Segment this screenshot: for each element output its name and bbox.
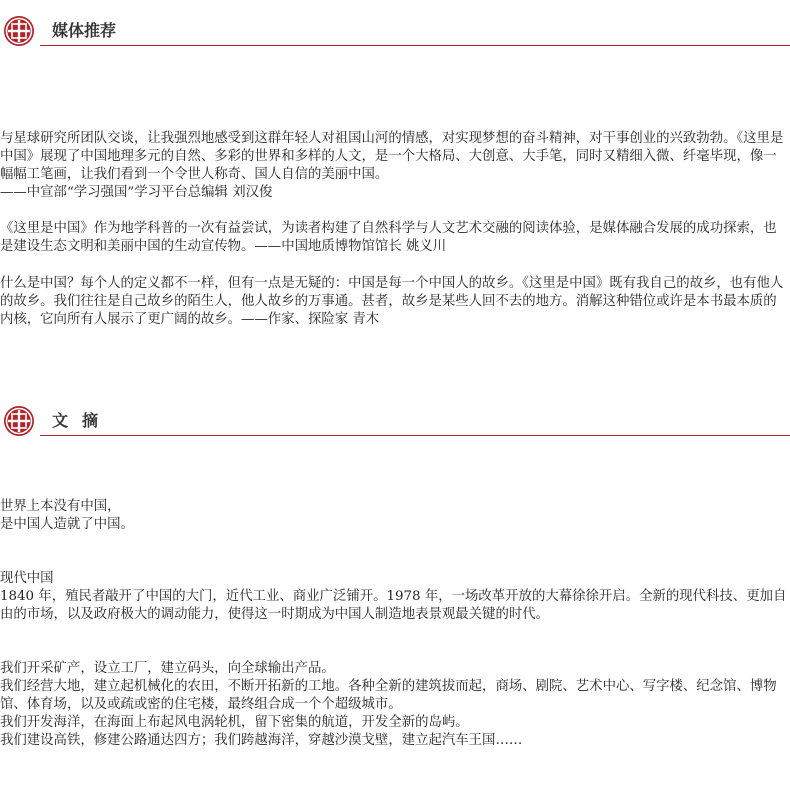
excerpt-paragraph: 我们开采矿产，设立工厂，建立码头，向全球输出产品。 我们经营大地，建立起机械化的农田，不断开拓新的工地。各种全新的建筑拔而起，商场、剧院、艺术中心、写字楼、纪念馆、博物馆、体育场，以及或疏或密的住宅楼，最终组合成一个个超级城市。 我们开发海洋，在海面上布起风电涡轮机，留下密集的航道，开发全新的岛屿。 我们建设高铁，修建公路通达四方；我们跨越海洋，穿越沙漠戈壁，建立起汽车王国…… xyxy=(0,661,777,748)
media-review-paragraph: 与星球研究所团队交谈，让我强烈地感受到这群年轻人对祖国山河的情感，对实现梦想的奋斗精神，对干事创业的兴致勃勃。《这里是中国》展现了中国地理多元的自然、多彩的世界和多样的人文，是一个大格局、大创意、大手笔，同时又精细入微、纤毫毕现，像一幅幅工笔画，让我们看到一个令世人称奇、国人自信的美丽中国。 ——中宣部“学习强国”学习平台总编辑 刘汉俊 xyxy=(0,131,784,200)
citic-logo-icon xyxy=(2,404,36,438)
section-divider xyxy=(40,45,790,46)
media-review-paragraph: 《这里是中国》作为地学科普的一次有益尝试，为读者构建了自然科学与人文艺术交融的阅读体验，是媒体融合发展的成功探索，也是建设生态文明和美丽中国的生动宣传物。——中国地质博物馆馆长 姚义川 xyxy=(0,221,777,254)
section-title: 文摘 xyxy=(52,411,113,430)
media-review-paragraph: 什么是中国？每个人的定义都不一样，但有一点是无疑的：中国是每一个中国人的故乡。《这里是中国》既有我自己的故乡，也有他人的故乡。我们往往是自己故乡的陌生人，他人故乡的万事通。甚者，故乡是某些人回不去的地方。消解这种错位或许是本书最本质的内核，它向所有人展示了更广阔的故乡。——作家、探险家 青木 xyxy=(0,276,784,327)
excerpt-paragraph: 世界上本没有中国， 是中国人造就了中国。 xyxy=(0,499,134,532)
section-header-media xyxy=(0,10,790,54)
section-title: 媒体推荐 xyxy=(52,21,117,40)
section-header-excerpt xyxy=(0,400,790,444)
excerpt-paragraph: 现代中国 1840 年，殖民者敲开了中国的大门，近代工业、商业广泛铺开。1978 年，一场改革开放的大幕徐徐开启。全新的现代科技、更加自由的市场，以及政府极大的调动能力，使得这一时期成为中国人制造地表景观最关键的时代。 xyxy=(0,571,787,622)
citic-logo-icon xyxy=(2,14,36,48)
section-divider xyxy=(40,435,790,436)
